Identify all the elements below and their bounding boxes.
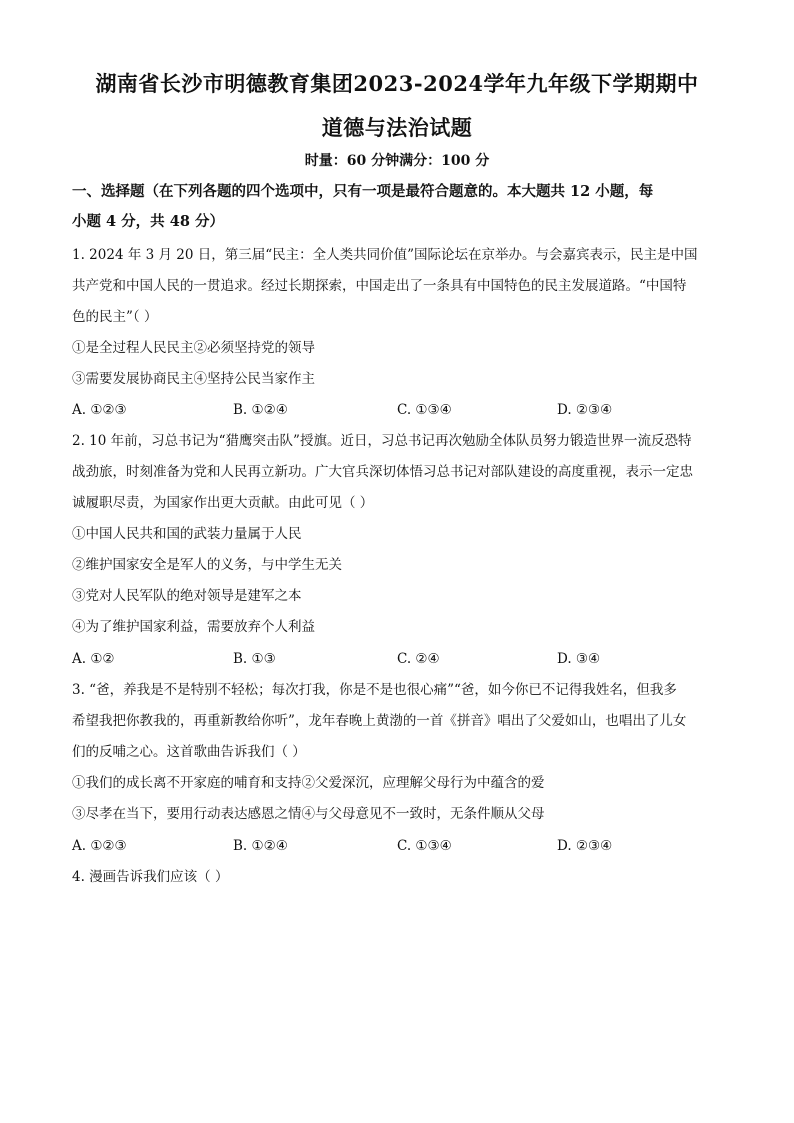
q1-option-a: A. ①②③ [72,402,127,418]
q3-option-a: A. ①②③ [72,838,127,854]
q3-option-d: D. ②③④ [557,838,613,854]
q2-option-a: A. ①② [72,651,115,667]
q3-stem-line3: 们的反哺之心。这首歌曲告诉我们（ ） [72,744,306,760]
q2-option-b: B. ①③ [233,651,276,667]
q2-statement-4: ④为了维护国家利益，需要放弃个人利益 [72,619,315,635]
q3-statement-2: ③尽孝在当下，要用行动表达感恩之情④与父母意见不一致时，无条件顺从父母 [72,806,545,822]
q3-option-c: C. ①③④ [397,838,452,854]
q4-stem-line1: 4. 漫画告诉我们应该（ ） [72,869,229,885]
q2-stem-line2: 战劲旅，时刻准备为党和人民再立新功。广大官兵深切体悟习总书记对部队建设的高度重视，表示一定忠 [72,464,693,480]
q3-statement-1: ①我们的成长离不开家庭的哺育和支持②父爱深沉，应理解父母行为中蕴含的爱 [72,775,545,791]
q1-statement-2: ③需要发展协商民主④坚持公民当家作主 [72,371,315,387]
q2-option-d: D. ③④ [557,651,601,667]
section-heading-line2: 小题 4 分，共 48 分） [72,213,224,230]
exam-title: 湖南省长沙市明德教育集团2023-2024学年九年级下学期期中 [95,71,699,96]
exam-subject: 道德与法治试题 [321,115,473,140]
q1-option-b: B. ①②④ [233,402,288,418]
q2-statement-1: ①中国人民共和国的武装力量属于人民 [72,526,302,542]
q2-stem-line3: 诚履职尽责，为国家作出更大贡献。由此可见（ ） [72,495,374,511]
q2-statement-3: ③党对人民军队的绝对领导是建军之本 [72,588,302,604]
exam-meta: 时量：60 分钟满分：100 分 [304,153,490,169]
section-heading-line1: 一、选择题（在下列各题的四个选项中，只有一项是最符合题意的。本大题共 12 小题，每 [72,183,654,200]
q3-stem-line2: 希望我把你教我的，再重新教给你听”，龙年春晚上黄渤的一首《拼音》唱出了父爱如山，也唱出了儿女 [72,713,687,729]
q1-statement-1: ①是全过程人民民主②必须坚持党的领导 [72,340,315,356]
q2-statement-2: ②维护国家安全是军人的义务，与中学生无关 [72,557,342,573]
q1-option-d: D. ②③④ [557,402,613,418]
q2-stem-line1: 2. 10 年前，习总书记为“猎鹰突击队”授旗。近日，习总书记再次勉励全体队员努力锻造世界一流反恐特 [72,433,692,449]
q3-stem-line1: 3. “爸，养我是不是特别不轻松；每次打我，你是不是也很心痛”“爸，如今你已不记得我姓名，但我多 [72,682,677,698]
q1-stem-line2: 共产党和中国人民的一贯追求。经过长期探索，中国走出了一条具有中国特色的民主发展道路。“中国特 [72,278,687,294]
q3-option-b: B. ①②④ [233,838,288,854]
q1-option-c: C. ①③④ [397,402,452,418]
q2-option-c: C. ②④ [397,651,440,667]
q1-stem-line1: 1. 2024 年 3 月 20 日，第三届“民主：全人类共同价值”国际论坛在京举办。与会嘉宾表示，民主是中国 [72,247,698,263]
q1-stem-line3: 色的民主”（ ） [72,309,158,325]
